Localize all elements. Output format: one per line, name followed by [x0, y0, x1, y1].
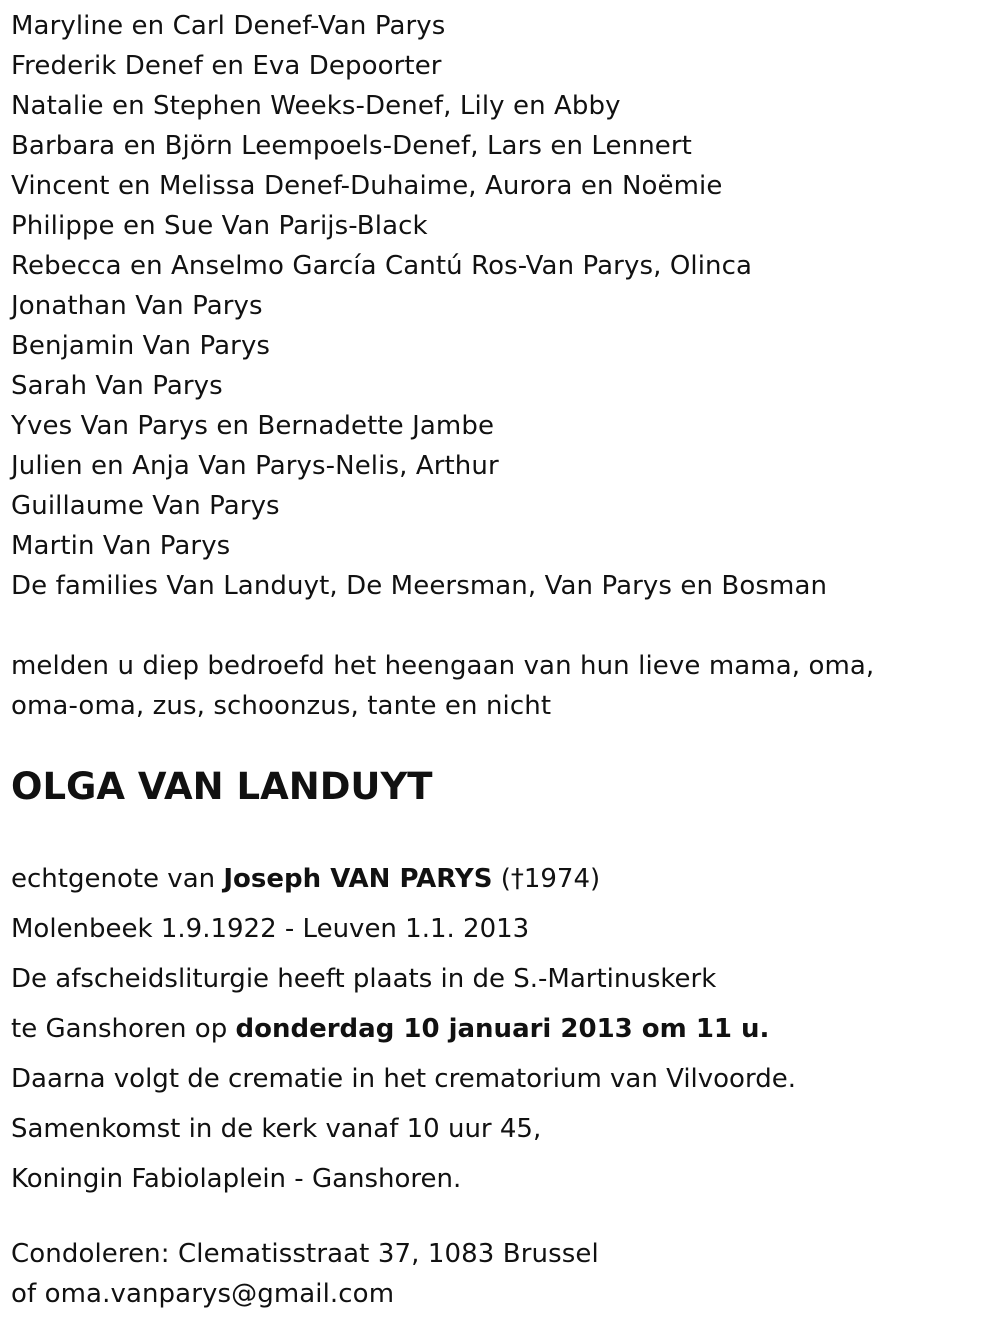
spouse-name: Joseph VAN PARYS: [223, 864, 493, 894]
family-member: Philippe en Sue Van Parijs-Black: [11, 211, 428, 241]
ceremony-line: De afscheidsliturgie heeft plaats in de S.-Martinuskerk: [11, 964, 717, 994]
ceremony-location-prefix: te Ganshoren op: [11, 1014, 236, 1044]
spouse-line: [11, 854, 986, 904]
gathering-address: Koningin Fabiolaplein - Ganshoren.: [11, 1164, 462, 1194]
family-member: Guillaume Van Parys: [11, 491, 280, 521]
family-member: Rebecca en Anselmo García Cantú Ros-Van Parys, Olinca: [11, 251, 753, 281]
details: [11, 854, 986, 1204]
family-member: Yves Van Parys en Bernadette Jambe: [11, 411, 495, 441]
ceremony-date: donderdag 10 januari 2013 om 11 u.: [235, 1014, 770, 1044]
deceased-name: OLGA VAN LANDUYT: [11, 765, 433, 808]
family-member: Vincent en Melissa Denef-Duhaime, Aurora en Noëmie: [11, 171, 723, 201]
ceremony-datetime: [11, 1004, 986, 1054]
cremation-line: Daarna volgt de crematie in het crematorium van Vilvoorde.: [11, 1064, 796, 1094]
spouse-prefix: echtgenote van: [11, 864, 224, 894]
condolence-address: Condoleren: Clematisstraat 37, 1083 Brussel: [11, 1239, 599, 1269]
family-member: Natalie en Stephen Weeks-Denef, Lily en Abby: [11, 91, 621, 121]
condolences: [11, 1234, 986, 1314]
announcement: [11, 646, 986, 726]
family-member: Julien en Anja Van Parys-Nelis, Arthur: [11, 451, 499, 481]
life-dates: Molenbeek 1.9.1922 - Leuven 1.1. 2013: [11, 914, 530, 944]
family-member: Benjamin Van Parys: [11, 331, 271, 361]
family-member: Sarah Van Parys: [11, 371, 223, 401]
obituary-notice: [11, 6, 986, 1314]
family-member: Martin Van Parys: [11, 531, 231, 561]
family-member: De families Van Landuyt, De Meersman, Van Parys en Bosman: [11, 571, 828, 601]
family-member: Maryline en Carl Denef-Van Parys: [11, 11, 446, 41]
gathering-line: Samenkomst in de kerk vanaf 10 uur 45,: [11, 1114, 542, 1144]
condolence-email: of oma.vanparys@gmail.com: [11, 1279, 395, 1309]
spouse-death: (†1974): [492, 864, 601, 894]
family-list: [11, 6, 986, 606]
announcement-line: melden u diep bedroefd het heengaan van hun lieve mama, oma,: [11, 651, 875, 681]
family-member: Jonathan Van Parys: [11, 291, 263, 321]
family-member: Frederik Denef en Eva Depoorter: [11, 51, 442, 81]
family-member: Barbara en Björn Leempoels-Denef, Lars en Lennert: [11, 131, 692, 161]
announcement-line: oma-oma, zus, schoonzus, tante en nicht: [11, 691, 552, 721]
